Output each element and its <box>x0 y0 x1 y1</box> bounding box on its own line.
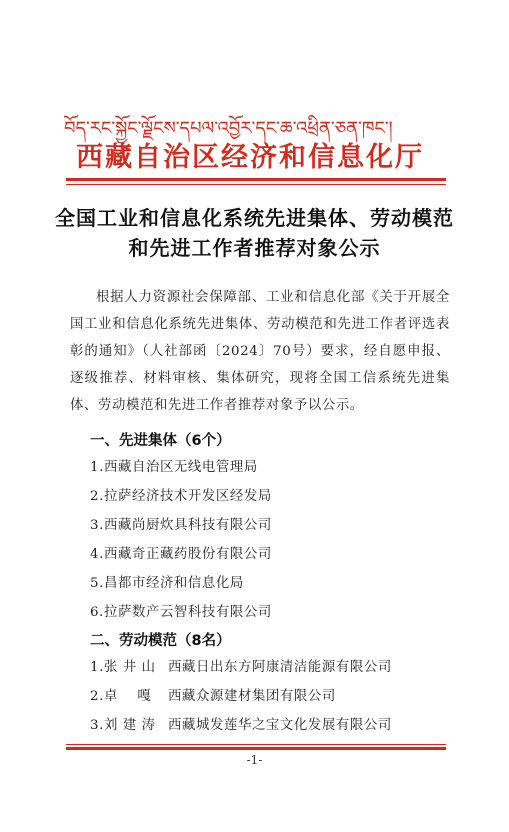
section-labor-models: 二、劳动模范（8名） <box>90 633 231 649</box>
header-rule-thick <box>66 178 446 181</box>
list-item: 6.拉萨数产云智科技有限公司 <box>90 605 272 620</box>
page-number: -1- <box>246 753 263 767</box>
person-name: 2.卓 嘎 <box>90 689 152 704</box>
person-name: 1.张 井 山 <box>90 660 156 675</box>
list-item: 2.拉萨经济技术开发区经发局 <box>90 489 272 504</box>
list-item: 5.昌都市经济和信息化局 <box>90 576 244 591</box>
person-organization: 西藏日出东方阿康清洁能源有限公司 <box>168 660 392 675</box>
header-tibetan-name: བོད་རང་སྐྱོང་ལྗོངས་དཔལ་འབྱོར་དང་ཆ་འཕྲིན་ཅན་ཁང་། <box>64 118 393 139</box>
header-chinese-name: 西藏自治区经济和信息化厅 <box>76 142 424 173</box>
person-name: 3.刘 建 涛 <box>90 718 156 733</box>
header-rule-thin <box>66 184 446 185</box>
list-item: 1.西藏自治区无线电管理局 <box>90 460 258 475</box>
person-organization: 西藏城发莲华之宝文化发展有限公司 <box>168 718 392 733</box>
person-organization: 西藏众源建材集团有限公司 <box>168 689 336 704</box>
body-paragraph: 根据人力资源社会保障部、工业和信息化部《关于开展全国工业和信息化系统先进集体、劳动模范和先进工作者评选表彰的通知》（人社部函〔2024〕70号）要求，经自愿申报、逐级推荐、材料审核、集体研究，现将全国工信系统先进集体、劳动模范和先进工作者推荐对象予以公示。 <box>70 290 450 413</box>
footer-rule-thin <box>66 744 446 745</box>
document-title-line1: 全国工业和信息化系统先进集体、劳动模范 <box>55 206 454 230</box>
list-item: 3.西藏尚厨炊具科技有限公司 <box>90 518 272 533</box>
list-item <box>90 713 392 739</box>
section-advanced-collectives: 一、先进集体（6个） <box>90 433 231 449</box>
list-item <box>90 684 336 710</box>
list-item: 4.西藏奇正藏药股份有限公司 <box>90 547 272 562</box>
document-title-line2: 和先进工作者推荐对象公示 <box>128 236 381 260</box>
list-item <box>90 655 392 681</box>
